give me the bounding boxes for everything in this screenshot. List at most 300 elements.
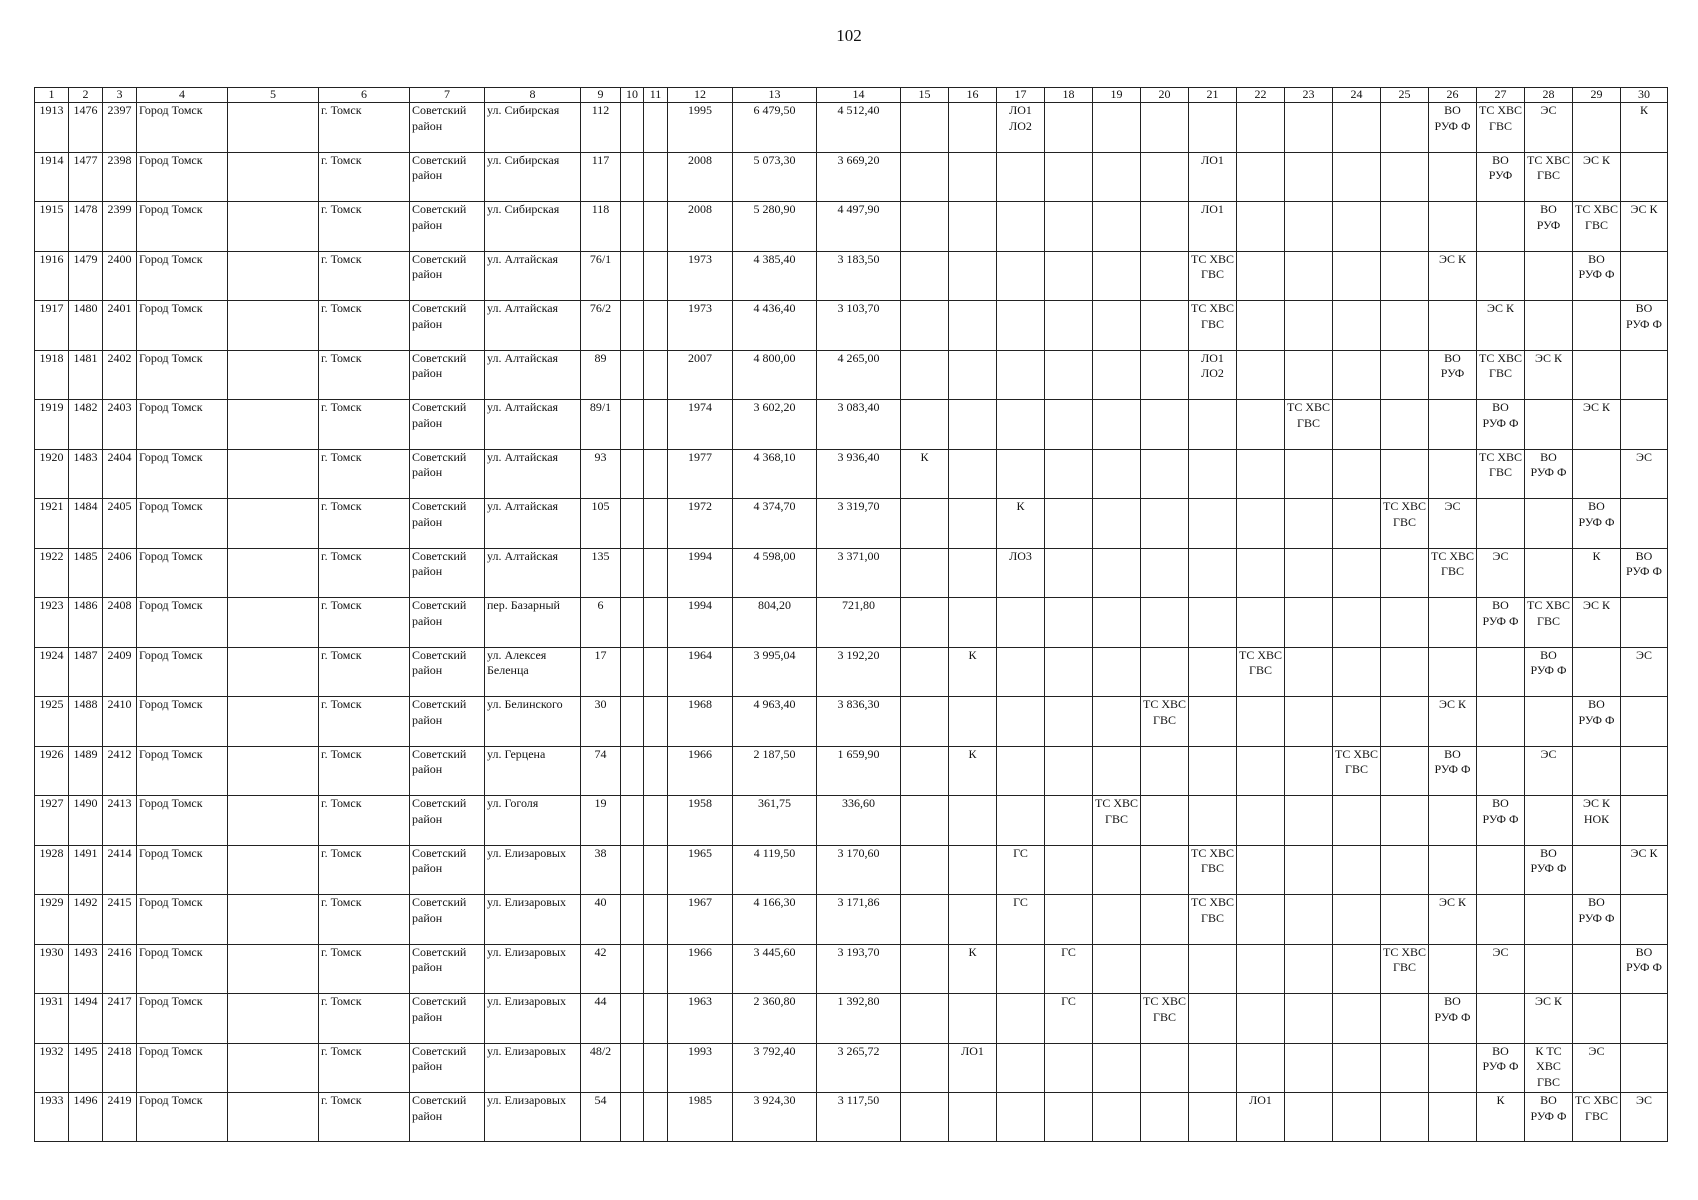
cell-col-2: 1495 [69,1043,103,1093]
cell-col-4: Город Томск [137,202,228,252]
cell-col-21: ЛО1 [1189,202,1237,252]
cell-col-6: г. Томск [319,598,410,648]
table-row [35,449,1668,499]
cell-col-22: ЛО1 [1237,1093,1285,1142]
cell-col-5 [228,103,319,153]
cell-col-30 [1621,994,1668,1044]
cell-col-10 [621,845,644,895]
cell-col-23 [1285,548,1333,598]
column-header-29: 29 [1573,88,1621,103]
cell-col-26 [1429,845,1477,895]
page-number: 102 [836,26,862,45]
cell-col-24 [1333,796,1381,846]
cell-col-14: 4 512,40 [817,103,901,153]
cell-col-25 [1381,251,1429,301]
cell-col-30: ЭС [1621,1093,1668,1142]
cell-col-10 [621,746,644,796]
cell-col-3: 2414 [103,845,137,895]
cell-col-8: ул. Алтайская [485,400,581,450]
cell-col-29 [1573,301,1621,351]
cell-col-27: ВО РУФ Ф [1477,598,1525,648]
cell-col-21: ТС ХВС ГВС [1189,301,1237,351]
cell-col-30: ЭС [1621,647,1668,697]
cell-col-30: ВО РУФ Ф [1621,944,1668,994]
cell-col-20 [1141,400,1189,450]
cell-col-23 [1285,251,1333,301]
cell-col-16 [949,301,997,351]
cell-col-11 [644,350,668,400]
cell-col-1: 1918 [35,350,69,400]
cell-col-4: Город Томск [137,301,228,351]
cell-col-10 [621,1093,644,1142]
column-header-9: 9 [581,88,621,103]
column-header-28: 28 [1525,88,1573,103]
cell-col-27: ТС ХВС ГВС [1477,449,1525,499]
cell-col-12: 1993 [668,1043,733,1093]
cell-col-29: ЭС К [1573,598,1621,648]
cell-col-22 [1237,152,1285,202]
cell-col-18 [1045,1043,1093,1093]
cell-col-26 [1429,449,1477,499]
cell-col-15 [901,103,949,153]
cell-col-2: 1487 [69,647,103,697]
table-row [35,697,1668,747]
cell-col-22 [1237,301,1285,351]
cell-col-29: ЭС К [1573,400,1621,450]
cell-col-21 [1189,499,1237,549]
cell-col-28 [1525,697,1573,747]
cell-col-14: 3 117,50 [817,1093,901,1142]
column-header-1: 1 [35,88,69,103]
cell-col-19 [1093,301,1141,351]
cell-col-21 [1189,697,1237,747]
cell-col-28 [1525,499,1573,549]
cell-col-15 [901,796,949,846]
cell-col-12: 1958 [668,796,733,846]
cell-col-5 [228,202,319,252]
cell-col-27: К [1477,1093,1525,1142]
cell-col-12: 2008 [668,202,733,252]
cell-col-9: 117 [581,152,621,202]
cell-col-4: Город Томск [137,845,228,895]
cell-col-1: 1921 [35,499,69,549]
cell-col-10 [621,400,644,450]
cell-col-25 [1381,449,1429,499]
cell-col-21 [1189,449,1237,499]
cell-col-19 [1093,895,1141,945]
cell-col-10 [621,598,644,648]
cell-col-13: 4 800,00 [733,350,817,400]
cell-col-6: г. Томск [319,944,410,994]
cell-col-1: 1933 [35,1093,69,1142]
cell-col-18 [1045,152,1093,202]
cell-col-2: 1476 [69,103,103,153]
cell-col-24 [1333,350,1381,400]
cell-col-21 [1189,1043,1237,1093]
cell-col-20: ТС ХВС ГВС [1141,994,1189,1044]
cell-col-1: 1923 [35,598,69,648]
cell-col-5 [228,1043,319,1093]
cell-col-28: ТС ХВС ГВС [1525,152,1573,202]
cell-col-19 [1093,499,1141,549]
cell-col-5 [228,598,319,648]
cell-col-20 [1141,103,1189,153]
cell-col-25 [1381,202,1429,252]
cell-col-9: 118 [581,202,621,252]
cell-col-19 [1093,251,1141,301]
cell-col-11 [644,647,668,697]
cell-col-8: ул. Сибирская [485,103,581,153]
cell-col-14: 3 319,70 [817,499,901,549]
cell-col-27 [1477,251,1525,301]
cell-col-30 [1621,350,1668,400]
cell-col-21: ЛО1 ЛО2 [1189,350,1237,400]
cell-col-1: 1931 [35,994,69,1044]
cell-col-20 [1141,350,1189,400]
cell-col-29 [1573,944,1621,994]
cell-col-22 [1237,499,1285,549]
cell-col-26: ТС ХВС ГВС [1429,548,1477,598]
cell-col-1: 1916 [35,251,69,301]
column-header-16: 16 [949,88,997,103]
cell-col-13: 2 360,80 [733,994,817,1044]
cell-col-28: ВО РУФ [1525,202,1573,252]
cell-col-19 [1093,944,1141,994]
cell-col-23 [1285,1093,1333,1142]
cell-col-14: 3 170,60 [817,845,901,895]
cell-col-30 [1621,697,1668,747]
cell-col-6: г. Томск [319,895,410,945]
cell-col-13: 2 187,50 [733,746,817,796]
cell-col-14: 3 936,40 [817,449,901,499]
cell-col-12: 1966 [668,746,733,796]
cell-col-10 [621,1043,644,1093]
cell-col-29: ВО РУФ Ф [1573,697,1621,747]
cell-col-12: 1985 [668,1093,733,1142]
cell-col-15 [901,301,949,351]
cell-col-12: 1966 [668,944,733,994]
cell-col-18 [1045,598,1093,648]
cell-col-20 [1141,548,1189,598]
cell-col-4: Город Томск [137,1043,228,1093]
column-header-15: 15 [901,88,949,103]
cell-col-1: 1919 [35,400,69,450]
cell-col-11 [644,400,668,450]
cell-col-27: ТС ХВС ГВС [1477,103,1525,153]
cell-col-20 [1141,301,1189,351]
cell-col-5 [228,697,319,747]
cell-col-16: К [949,647,997,697]
cell-col-2: 1478 [69,202,103,252]
cell-col-7: Советский район [410,350,485,400]
cell-col-1: 1927 [35,796,69,846]
cell-col-16 [949,449,997,499]
cell-col-11 [644,449,668,499]
cell-col-5 [228,994,319,1044]
cell-col-13: 4 119,50 [733,845,817,895]
cell-col-14: 1 392,80 [817,994,901,1044]
cell-col-18 [1045,895,1093,945]
cell-col-24 [1333,400,1381,450]
cell-col-15 [901,994,949,1044]
cell-col-3: 2401 [103,301,137,351]
cell-col-30: ЭС [1621,449,1668,499]
table-row [35,350,1668,400]
cell-col-18 [1045,301,1093,351]
cell-col-11 [644,598,668,648]
cell-col-13: 3 924,30 [733,1093,817,1142]
table-row [35,103,1668,153]
cell-col-25 [1381,994,1429,1044]
cell-col-15 [901,251,949,301]
cell-col-4: Город Томск [137,499,228,549]
cell-col-25 [1381,647,1429,697]
table-row [35,202,1668,252]
table-row [35,499,1668,549]
cell-col-24 [1333,103,1381,153]
cell-col-6: г. Томск [319,1093,410,1142]
cell-col-19 [1093,994,1141,1044]
table-row [35,796,1668,846]
cell-col-13: 4 368,10 [733,449,817,499]
cell-col-24 [1333,994,1381,1044]
cell-col-16 [949,103,997,153]
cell-col-11 [644,301,668,351]
column-header-23: 23 [1285,88,1333,103]
cell-col-8: ул. Алтайская [485,499,581,549]
cell-col-29 [1573,350,1621,400]
cell-col-18 [1045,202,1093,252]
cell-col-26: ЭС К [1429,895,1477,945]
cell-col-24 [1333,895,1381,945]
cell-col-7: Советский район [410,548,485,598]
cell-col-23 [1285,499,1333,549]
table-row [35,647,1668,697]
cell-col-22 [1237,449,1285,499]
cell-col-30 [1621,796,1668,846]
column-number-header-row [35,88,1668,103]
cell-col-27 [1477,845,1525,895]
cell-col-1: 1920 [35,449,69,499]
cell-col-13: 6 479,50 [733,103,817,153]
cell-col-22 [1237,944,1285,994]
cell-col-26: ВО РУФ Ф [1429,103,1477,153]
cell-col-18 [1045,1093,1093,1142]
cell-col-20 [1141,202,1189,252]
cell-col-22 [1237,251,1285,301]
housing-registry-table [34,87,1668,1142]
cell-col-14: 4 497,90 [817,202,901,252]
cell-col-19 [1093,845,1141,895]
cell-col-27: ВО РУФ Ф [1477,400,1525,450]
cell-col-15 [901,152,949,202]
cell-col-25 [1381,796,1429,846]
cell-col-11 [644,796,668,846]
cell-col-26: ВО РУФ [1429,350,1477,400]
cell-col-30 [1621,499,1668,549]
cell-col-17 [997,202,1045,252]
cell-col-25 [1381,697,1429,747]
cell-col-24 [1333,152,1381,202]
cell-col-22 [1237,103,1285,153]
cell-col-1: 1932 [35,1043,69,1093]
cell-col-6: г. Томск [319,103,410,153]
cell-col-14: 3 192,20 [817,647,901,697]
cell-col-29: ЭС [1573,1043,1621,1093]
cell-col-13: 4 166,30 [733,895,817,945]
cell-col-3: 2410 [103,697,137,747]
cell-col-7: Советский район [410,697,485,747]
cell-col-21 [1189,994,1237,1044]
cell-col-19 [1093,647,1141,697]
cell-col-8: ул. Алексея Беленца [485,647,581,697]
cell-col-17: ГС [997,845,1045,895]
cell-col-21 [1189,647,1237,697]
cell-col-20: ТС ХВС ГВС [1141,697,1189,747]
table-row [35,1093,1668,1142]
cell-col-24 [1333,251,1381,301]
cell-col-21 [1189,944,1237,994]
cell-col-16: К [949,746,997,796]
table-row [35,152,1668,202]
cell-col-3: 2418 [103,1043,137,1093]
cell-col-1: 1924 [35,647,69,697]
cell-col-22 [1237,994,1285,1044]
cell-col-13: 3 445,60 [733,944,817,994]
cell-col-3: 2419 [103,1093,137,1142]
cell-col-17 [997,1093,1045,1142]
cell-col-29 [1573,647,1621,697]
cell-col-7: Советский район [410,499,485,549]
table-row [35,301,1668,351]
column-header-20: 20 [1141,88,1189,103]
cell-col-8: ул. Сибирская [485,152,581,202]
cell-col-26: ВО РУФ Ф [1429,994,1477,1044]
cell-col-30: ВО РУФ Ф [1621,548,1668,598]
cell-col-13: 3 602,20 [733,400,817,450]
cell-col-6: г. Томск [319,400,410,450]
cell-col-9: 44 [581,994,621,1044]
cell-col-15 [901,697,949,747]
cell-col-22 [1237,1043,1285,1093]
cell-col-9: 112 [581,103,621,153]
cell-col-21 [1189,746,1237,796]
cell-col-18 [1045,449,1093,499]
cell-col-15 [901,400,949,450]
cell-col-12: 2008 [668,152,733,202]
cell-col-7: Советский район [410,796,485,846]
cell-col-25 [1381,895,1429,945]
cell-col-2: 1491 [69,845,103,895]
cell-col-13: 3 995,04 [733,647,817,697]
cell-col-13: 4 598,00 [733,548,817,598]
column-header-10: 10 [621,88,644,103]
cell-col-24 [1333,301,1381,351]
cell-col-5 [228,152,319,202]
cell-col-18 [1045,647,1093,697]
cell-col-13: 4 436,40 [733,301,817,351]
cell-col-10 [621,944,644,994]
cell-col-16 [949,499,997,549]
cell-col-28 [1525,796,1573,846]
cell-col-1: 1930 [35,944,69,994]
cell-col-10 [621,994,644,1044]
cell-col-25 [1381,400,1429,450]
cell-col-2: 1490 [69,796,103,846]
cell-col-15 [901,499,949,549]
cell-col-10 [621,350,644,400]
cell-col-26 [1429,796,1477,846]
cell-col-9: 30 [581,697,621,747]
cell-col-4: Город Томск [137,400,228,450]
cell-col-1: 1925 [35,697,69,747]
cell-col-25 [1381,548,1429,598]
cell-col-2: 1494 [69,994,103,1044]
cell-col-12: 1972 [668,499,733,549]
cell-col-7: Советский район [410,152,485,202]
cell-col-25 [1381,746,1429,796]
cell-col-12: 1995 [668,103,733,153]
cell-col-2: 1484 [69,499,103,549]
cell-col-23 [1285,449,1333,499]
cell-col-17: ЛО1 ЛО2 [997,103,1045,153]
cell-col-27: ВО РУФ Ф [1477,1043,1525,1093]
cell-col-20 [1141,251,1189,301]
cell-col-17 [997,1043,1045,1093]
cell-col-2: 1477 [69,152,103,202]
cell-col-10 [621,895,644,945]
cell-col-13: 804,20 [733,598,817,648]
cell-col-12: 1968 [668,697,733,747]
cell-col-23 [1285,350,1333,400]
cell-col-11 [644,895,668,945]
cell-col-14: 4 265,00 [817,350,901,400]
cell-col-5 [228,746,319,796]
cell-col-16: ЛО1 [949,1043,997,1093]
cell-col-7: Советский район [410,994,485,1044]
cell-col-5 [228,647,319,697]
cell-col-1: 1917 [35,301,69,351]
cell-col-4: Город Томск [137,598,228,648]
cell-col-6: г. Томск [319,449,410,499]
cell-col-8: ул. Елизаровых [485,1093,581,1142]
cell-col-27: ЭС [1477,944,1525,994]
cell-col-29 [1573,449,1621,499]
cell-col-10 [621,152,644,202]
cell-col-30: ЭС К [1621,202,1668,252]
cell-col-7: Советский район [410,944,485,994]
cell-col-3: 2404 [103,449,137,499]
cell-col-12: 1964 [668,647,733,697]
cell-col-7: Советский район [410,647,485,697]
cell-col-17 [997,400,1045,450]
cell-col-7: Советский район [410,746,485,796]
cell-col-26: ЭС К [1429,251,1477,301]
cell-col-25 [1381,845,1429,895]
cell-col-24 [1333,1093,1381,1142]
cell-col-1: 1928 [35,845,69,895]
cell-col-8: ул. Алтайская [485,449,581,499]
cell-col-16 [949,598,997,648]
cell-col-3: 2412 [103,746,137,796]
cell-col-25 [1381,1093,1429,1142]
cell-col-13: 361,75 [733,796,817,846]
cell-col-18 [1045,499,1093,549]
cell-col-8: ул. Алтайская [485,301,581,351]
cell-col-19 [1093,598,1141,648]
cell-col-14: 721,80 [817,598,901,648]
cell-col-17 [997,647,1045,697]
